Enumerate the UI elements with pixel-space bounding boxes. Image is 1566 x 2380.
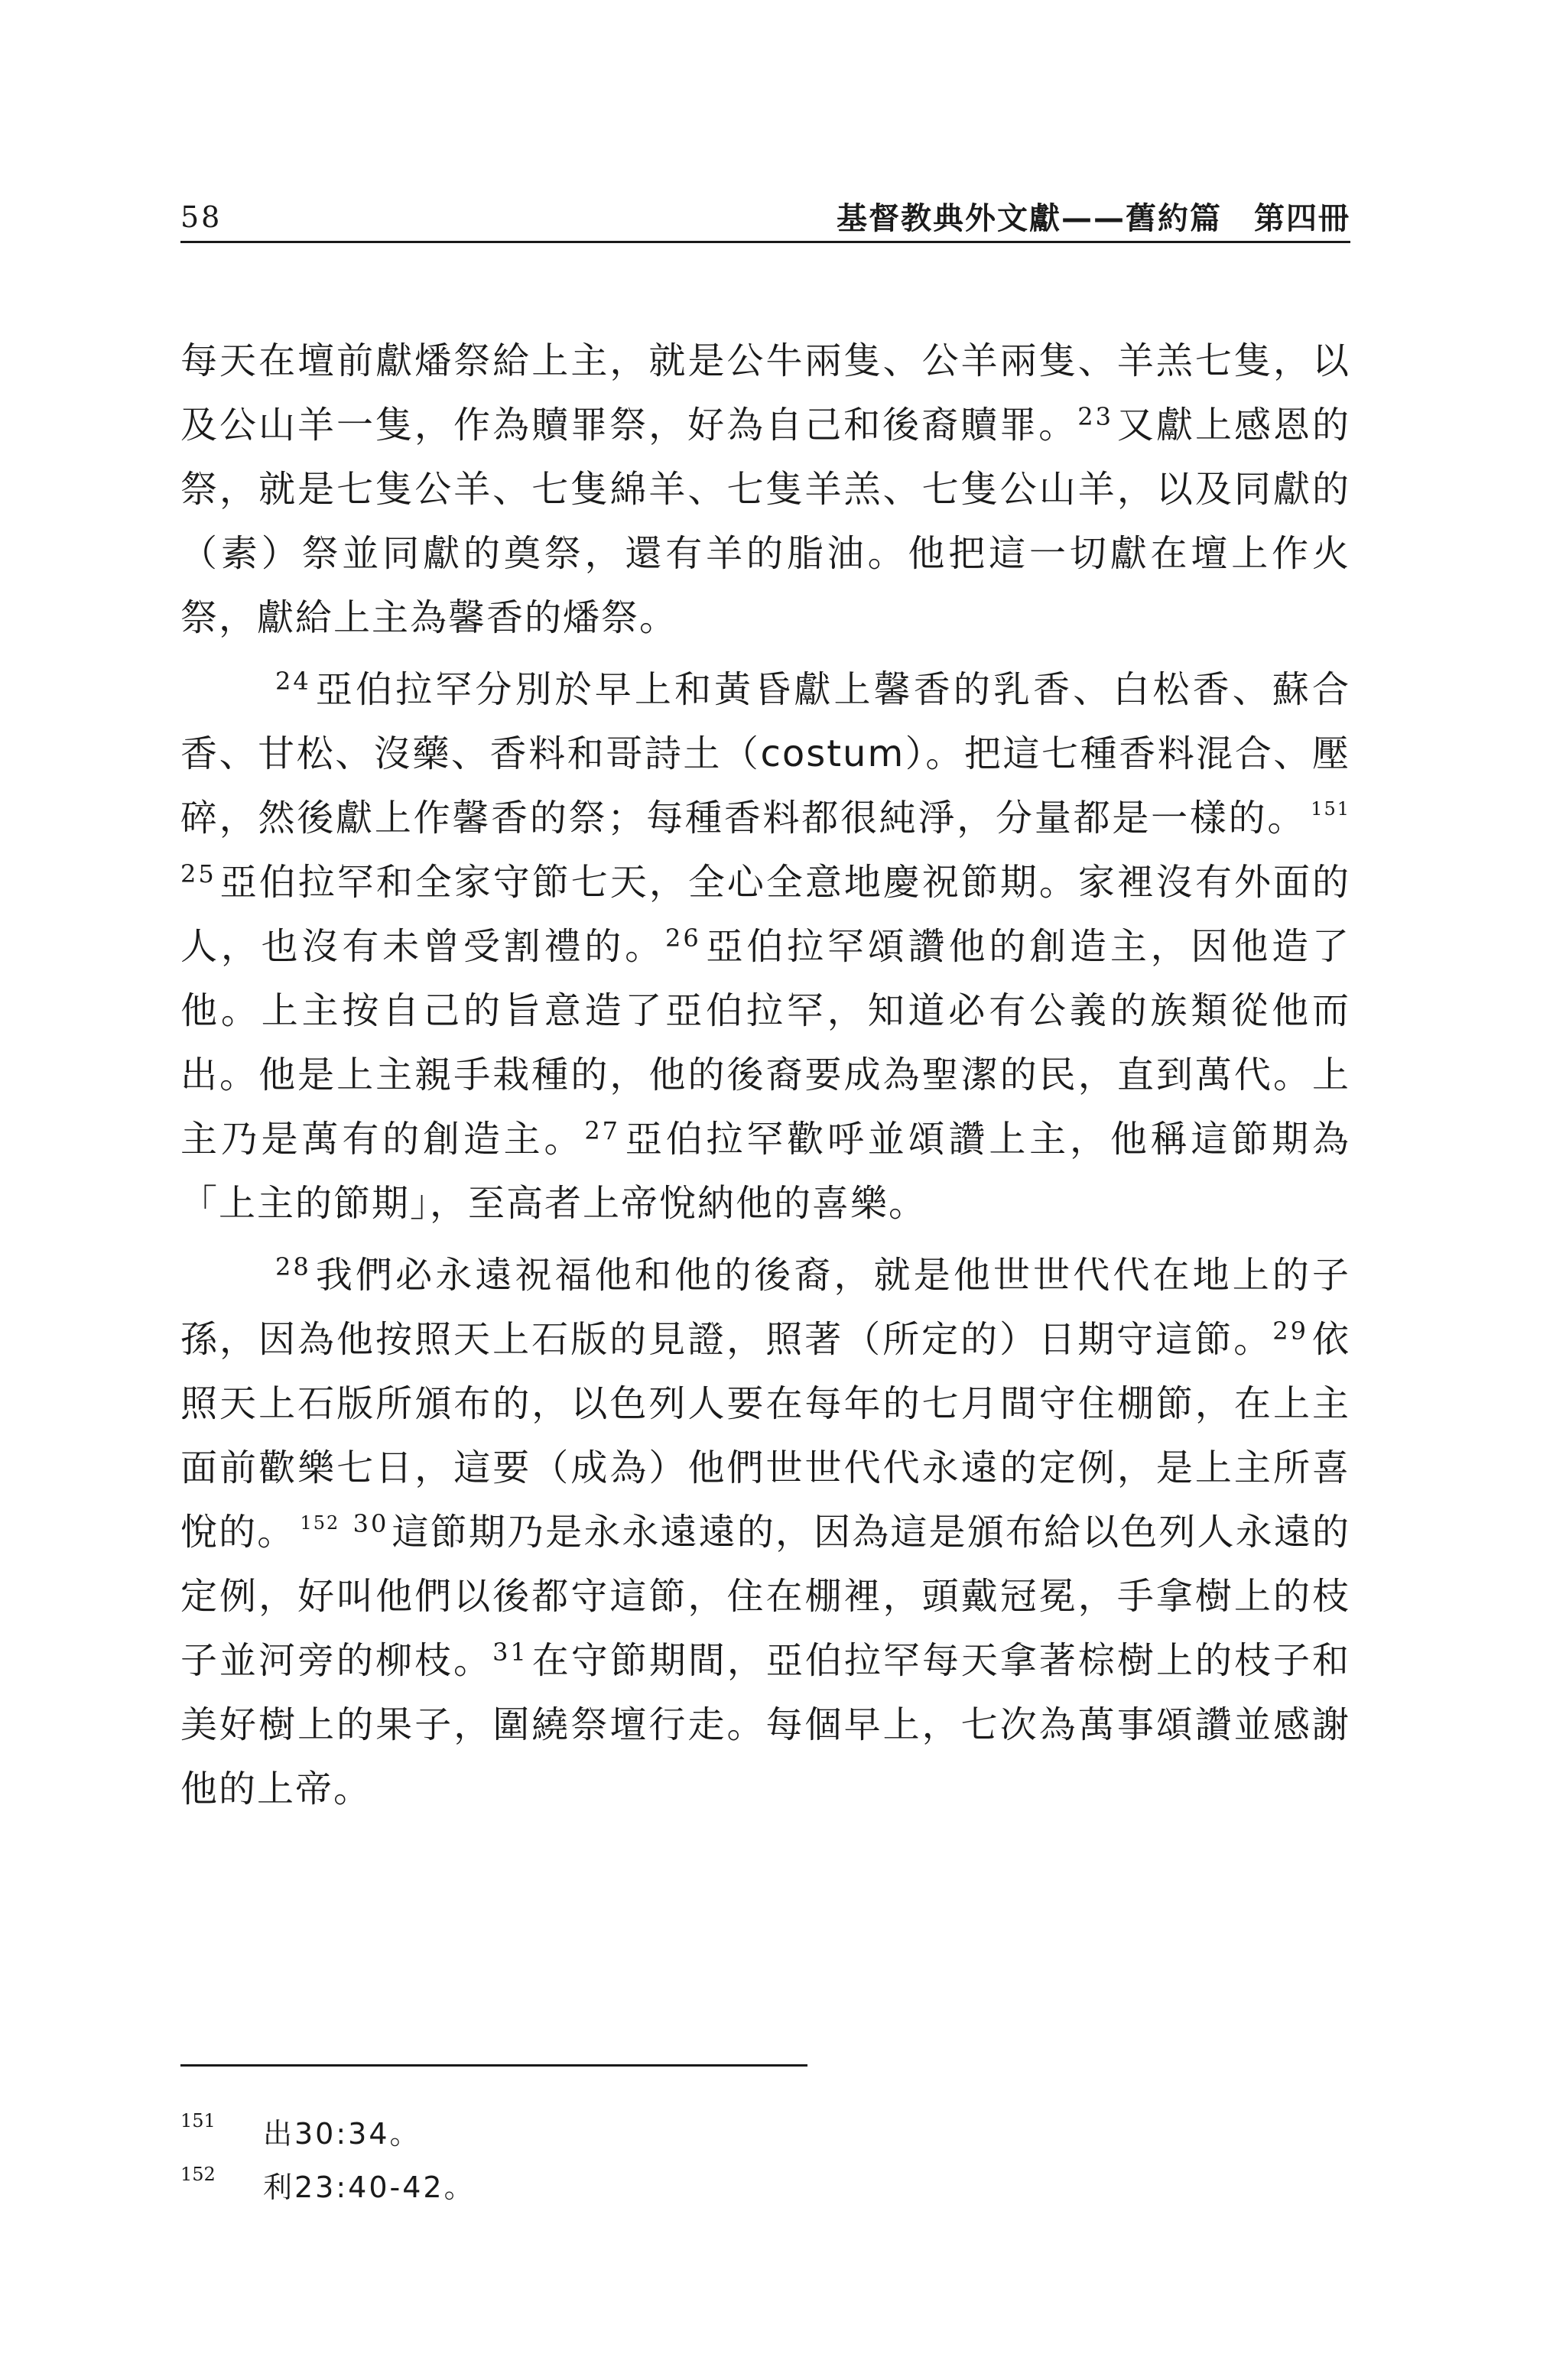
verse-number: 28 <box>275 1252 311 1281</box>
page-number: 58 <box>180 200 223 234</box>
header-rule <box>180 241 1350 243</box>
paragraph <box>180 1243 1350 1821</box>
running-header <box>180 190 1350 243</box>
paragraph <box>180 329 1350 650</box>
text-run: 在守節期間，亞伯拉罕每天拿著棕樹上的枝子和美好樹上的果子，圍繞祭壇行走。每個早上，七次為萬事頌讚並感謝他的上帝。 <box>180 1639 1350 1810</box>
footnote-text: 出30:34。 <box>263 2117 421 2151</box>
footnote-separator <box>180 2064 807 2067</box>
paragraph <box>180 658 1350 1235</box>
text-run: 亞伯拉罕分別於早上和黃昏獻上馨香的乳香、白松香、蘇合香、甘松、沒藥、香料和哥詩土（costum）。把這七種香料混合、壓碎，然後獻上作馨香的祭；每種香料都很純淨，分量都是一樣的。 <box>180 668 1350 839</box>
text-run: 亞伯拉罕歡呼並頌讚上主，他稱這節期為「上主的節期」，至高者上帝悅納他的喜樂。 <box>180 1118 1350 1225</box>
verse-number: 29 <box>1272 1317 1308 1346</box>
verse-number: 25 <box>180 859 216 888</box>
verse-number: 23 <box>1077 402 1113 431</box>
verse-number: 24 <box>275 667 311 696</box>
text-run: 依照天上石版所頒布的，以色列人要在每年的七月間守住棚節，在上主面前歡樂七日，這要（成為）他們世世代代永遠的定例，是上主所喜悅的。 <box>180 1318 1350 1554</box>
running-title: 基督教典外文獻——舊約篇 第四冊 <box>837 201 1350 236</box>
footnote-text: 利23:40-42。 <box>263 2171 476 2204</box>
text-run: 我們必永遠祝福他和他的後裔，就是他世世代代在地上的子孫，因為他按照天上石版的見證，照著（所定的）日期守這節。 <box>180 1254 1350 1361</box>
text-run: 這節期乃是永永遠遠的，因為這是頒布給以色列人永遠的定例，好叫他們以後都守這節，住在棚裡，頭戴冠冕，手拿樹上的枝子並河旁的柳枝。 <box>180 1511 1350 1682</box>
footnote-reference: 152 <box>300 1512 340 1534</box>
footnote-number: 152 <box>180 2164 216 2185</box>
verse-number: 30 <box>353 1509 389 1538</box>
text-run: 又獻上感恩的祭，就是七隻公羊、七隻綿羊、七隻羊羔、七隻公山羊，以及同獻的（素）祭並同獻的奠祭，還有羊的脂油。他把這一切獻在壇上作火祭，獻給上主為馨香的燔祭。 <box>180 404 1350 639</box>
footnote <box>180 2164 1022 2217</box>
verse-number: 27 <box>584 1116 621 1145</box>
text-run: 每天在壇前獻燔祭給上主，就是公牛兩隻、公羊兩隻、羊羔七隻，以及公山羊一隻，作為贖罪祭，好為自己和後裔贖罪。 <box>180 339 1350 446</box>
footnotes <box>180 2110 1022 2217</box>
text-run <box>340 1511 353 1554</box>
text-run: 亞伯拉罕頌讚他的創造主，因他造了他。上主按自己的旨意造了亞伯拉罕，知道必有公義的族類從他而出。他是上主親手栽種的，他的後裔要成為聖潔的民，直到萬代。上主乃是萬有的創造主。 <box>180 925 1350 1161</box>
footnote-reference: 151 <box>1311 798 1350 820</box>
main-text <box>180 329 1350 1821</box>
text-run: 亞伯拉罕和全家守節七天，全心全意地慶祝節期。家裡沒有外面的人，也沒有未曾受割禮的。 <box>180 861 1350 968</box>
verse-number: 31 <box>492 1638 528 1667</box>
footnote <box>180 2110 1022 2164</box>
footnote-number: 151 <box>180 2110 216 2132</box>
verse-number: 26 <box>664 924 701 953</box>
